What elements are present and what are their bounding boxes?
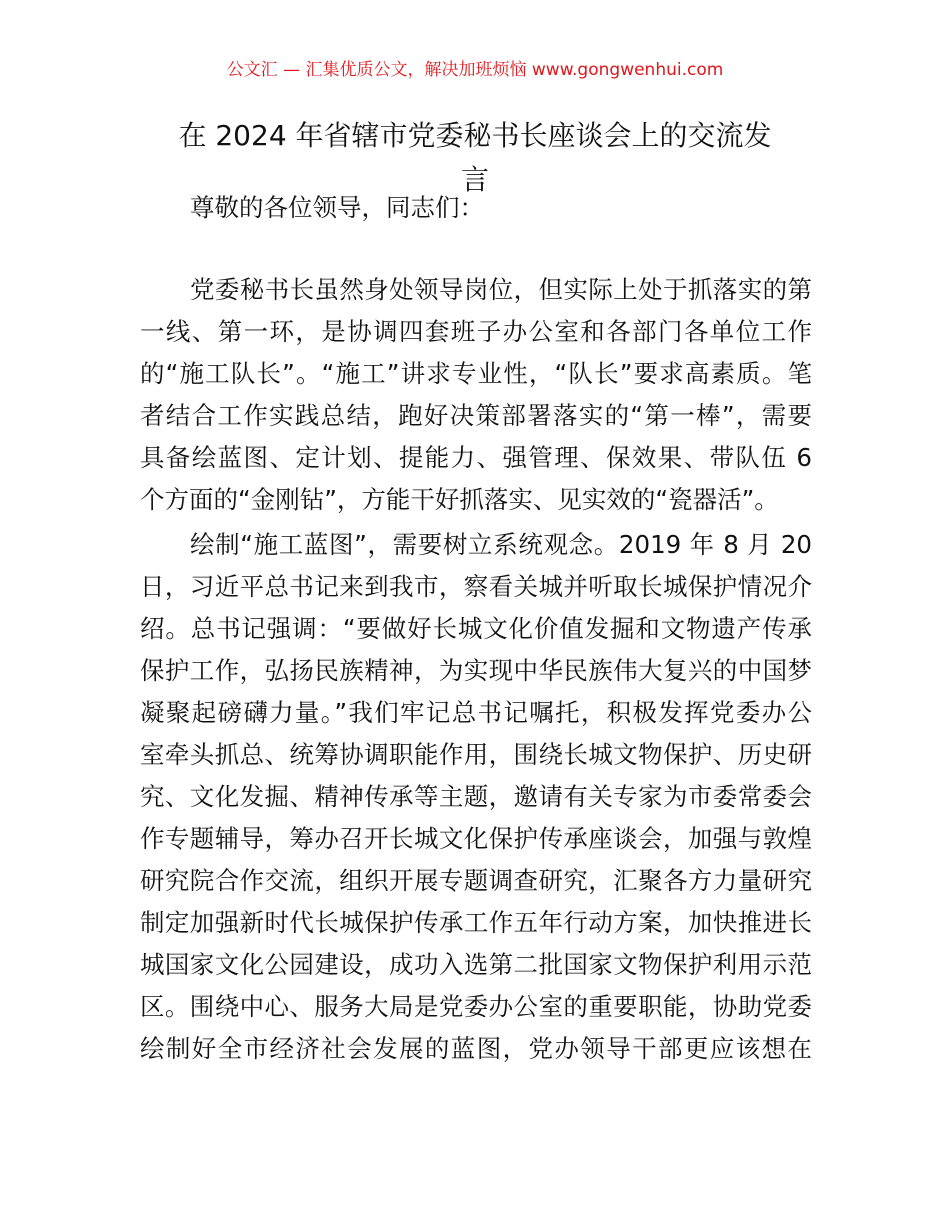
paragraph-1 — [140, 269, 812, 521]
text-line: 究、文化发掘、精神传承等主题，邀请有关专家为市委常委会 — [140, 782, 812, 811]
text-line: 城国家文化公园建设，成功入选第二批国家文物保护利用示范 — [140, 950, 812, 979]
text-line: 绍。总书记强调：“要做好长城文化价值发掘和文物遗产传承 — [140, 614, 812, 643]
watermark-banner: 公文汇 — 汇集优质公文，解决加班烦恼 www.gongwenhui.com — [226, 60, 724, 80]
text-line: 绘制“施工蓝图”，需要树立系统观念。2019 年 8 月 20 — [190, 530, 812, 559]
text-line: 绘制好全市经济社会发展的蓝图，党办领导干部更应该想在 — [140, 1034, 812, 1063]
paragraph-2 — [140, 524, 812, 1070]
text-line: 制定加强新时代长城保护传承工作五年行动方案，加快推进长 — [140, 908, 812, 937]
text-line: 一线、第一环，是协调四套班子办公室和各部门各单位工作 — [140, 317, 812, 346]
text-line: 日，习近平总书记来到我市，察看关城并听取长城保护情况介 — [140, 572, 812, 601]
text-line: 个方面的“金刚钻”，方能干好抓落实、见实效的“瓷器活”。 — [140, 485, 779, 514]
text-line: 者结合工作实践总结，跑好决策部署落实的“第一棒”，需要 — [140, 401, 812, 430]
text-line: 党委秘书长虽然身处领导岗位，但实际上处于抓落实的第 — [190, 275, 812, 304]
text-line: 区。围绕中心、服务大局是党委办公室的重要职能，协助党委 — [140, 992, 812, 1021]
text-line: 保护工作，弘扬民族精神，为实现中华民族伟大复兴的中国梦 — [140, 656, 812, 685]
text-line: 室牵头抓总、统筹协调职能作用，围绕长城文物保护、历史研 — [140, 740, 812, 769]
title-line: 在 2024 年省辖市党委秘书长座谈会上的交流发 — [178, 119, 772, 152]
title-line: 言 — [460, 163, 489, 196]
text-line: 具备绘蓝图、定计划、提能力、强管理、保效果、带队伍 6 — [140, 443, 812, 472]
greeting — [140, 187, 812, 229]
text-line: 凝聚起磅礴力量。”我们牢记总书记嘱托，积极发挥党委办公 — [140, 698, 812, 727]
text-line: 研究院合作交流，组织开展专题调查研究，汇聚各方力量研究 — [140, 866, 812, 895]
greeting-line: 尊敬的各位领导，同志们： — [190, 193, 484, 222]
text-line: 的“施工队长”。“施工”讲求专业性，“队长”要求高素质。笔 — [140, 359, 812, 388]
text-line: 作专题辅导，筹办召开长城文化保护传承座谈会，加强与敦煌 — [140, 824, 812, 853]
